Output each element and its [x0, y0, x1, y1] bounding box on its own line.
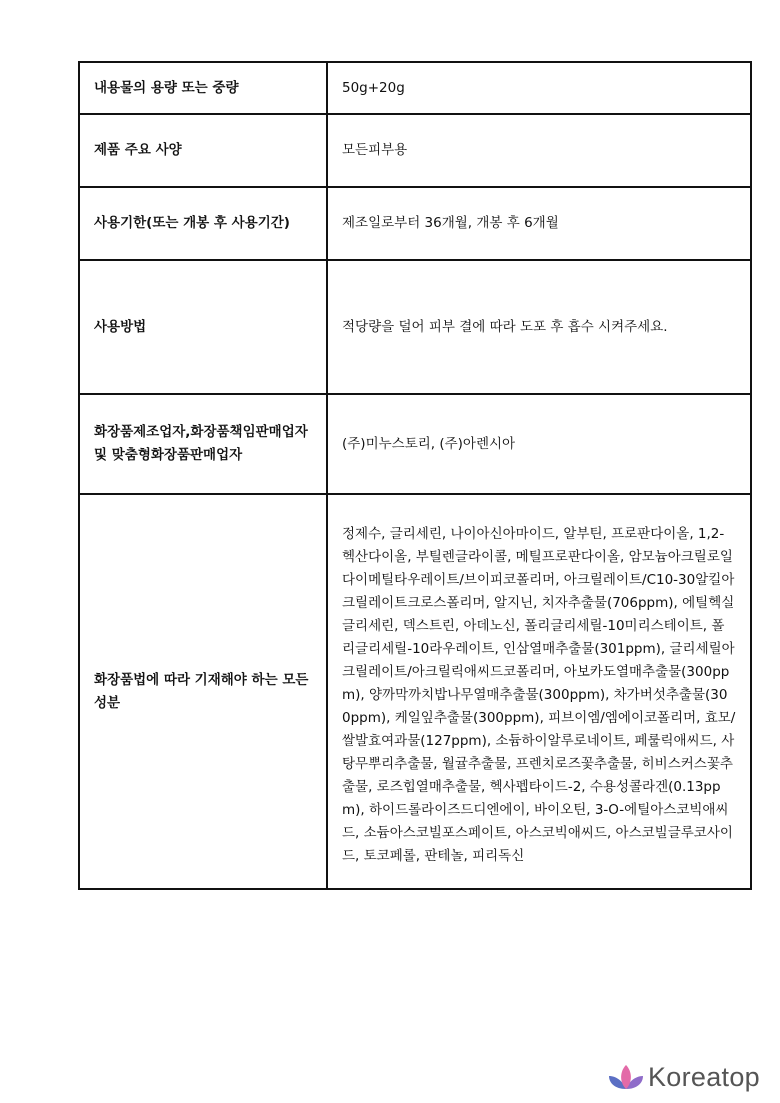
row-label-spec: 제품 주요 사양: [79, 114, 327, 187]
row-value-usage: 적당량을 덜어 피부 결에 따라 도포 후 흡수 시켜주세요.: [327, 260, 751, 394]
row-value-spec: 모든피부용: [327, 114, 751, 187]
row-label-expiry: 사용기한(또는 개봉 후 사용기간): [79, 187, 327, 260]
brand-logo-text: Koreatop: [648, 1061, 760, 1092]
table-row: [79, 114, 751, 187]
row-label-usage: 사용방법: [79, 260, 327, 394]
lotus-icon: [606, 1062, 646, 1092]
table-row: [79, 187, 751, 260]
brand-logo: [606, 1060, 760, 1094]
row-value-expiry: 제조일로부터 36개월, 개봉 후 6개월: [327, 187, 751, 260]
row-label-manufacturer: 화장품제조업자,화장품책임판매업자 및 맞춤형화장품판매업자: [79, 394, 327, 494]
table-row: [79, 260, 751, 394]
row-label-capacity: 내용물의 용량 또는 중량: [79, 62, 327, 114]
product-info-table: [78, 61, 752, 890]
table-row: [79, 394, 751, 494]
table-row: [79, 62, 751, 114]
row-value-ingredients: 정제수, 글리세린, 나이아신아마이드, 알부틴, 프로판다이올, 1,2-헥산다이올, 부틸렌글라이콜, 메틸프로판다이올, 암모늄아크릴로일다이메틸타우레이트/브이피코폴리머, 아크릴레이트/C10-30알킬아크릴레이트크로스폴리머, 알지닌, 치자추출물(706ppm), 에틸헥실글리세린, 덱스트린, 아데노신, 폴리글리세릴-10미리스테이트, 폴리글리세릴-10라우레이트, 인삼열매추출물(301ppm), 글리세릴아크릴레이트/아크릴릭애씨드코폴리머, 아보카도열매추출물(300ppm), 양까막까치밥나무열매추출물(300ppm), 차가버섯추출물(300ppm), 케일잎추출물(300ppm), 피브이엠/엠에이코폴리머, 효모/쌀발효여과물(127ppm), 소듐하이알루로네이트, 페룰릭애씨드, 사탕무뿌리추출물, 월귤추출물, 프렌치로즈꽃추출물, 히비스커스꽃추출물, 로즈힙열매추출물, 헥사펩타이드-2, 수용성콜라겐(0.13ppm), 하이드롤라이즈드디엔에이, 바이오틴, 3-O-에틸아스코빅애씨드, 소듐아스코빌포스페이트, 아스코빅애씨드, 아스코빌글루코사이드, 토코페롤, 판테놀, 피리독신: [327, 494, 751, 889]
row-value-capacity: 50g+20g: [327, 62, 751, 114]
row-label-ingredients: 화장품법에 따라 기재해야 하는 모든 성분: [79, 494, 327, 889]
row-value-manufacturer: (주)미누스토리, (주)아렌시아: [327, 394, 751, 494]
table-row: [79, 494, 751, 889]
